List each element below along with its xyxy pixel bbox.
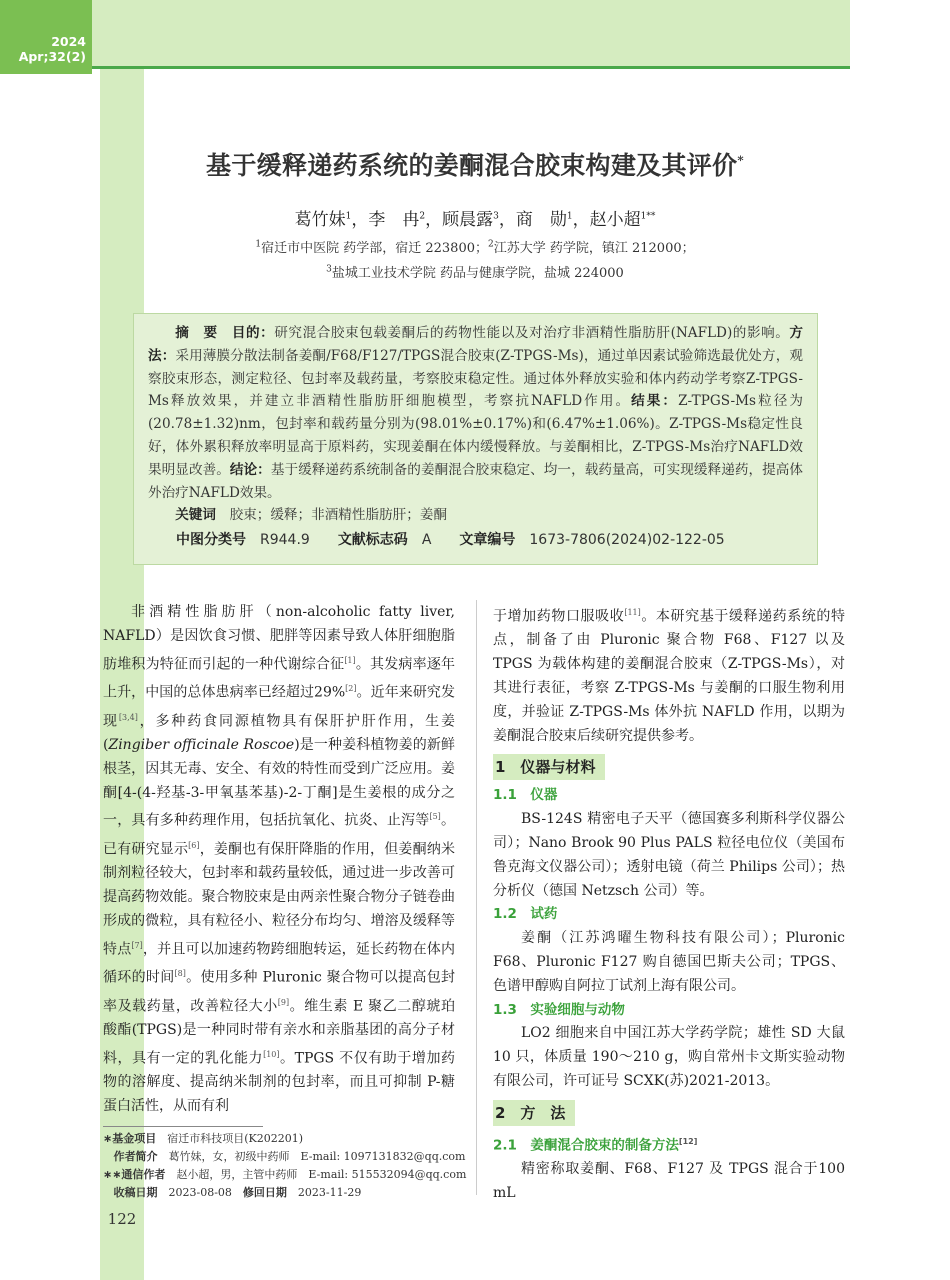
paragraph-preparation: 精密称取姜酮、F68、F127 及 TPGS 混合于100 mL — [493, 1161, 845, 1201]
paper-title: 基于缓释递药系统的姜酮混合胶束构建及其评价* — [206, 151, 744, 180]
footnote-fund: ∗基金项目 宿迁市科技项目(K202201) — [103, 1132, 304, 1145]
footnote-author: 作者简介 葛竹妹，女，初级中药师 E-mail: 1097131832@qq.com — [113, 1150, 466, 1163]
author-name: 李 冉 — [368, 210, 420, 230]
page-number: 122 — [107, 1210, 137, 1228]
subsection-heading-1-2: 1.2 试药 — [493, 906, 558, 923]
affiliation-line-1: $^1$宿迁市中医院 药学部，宿迁 223800；$^2$江苏大学 药学院，镇江 212000； — [255, 239, 695, 256]
footnotes — [103, 1130, 473, 1202]
header-bar — [0, 0, 850, 66]
keywords: 关键词 胶束；缓释；非酒精性脂肪肝；姜酮 — [175, 507, 448, 524]
title-footnote-mark: * — [737, 153, 744, 168]
section-heading-2: 2 方 法 — [493, 1100, 575, 1126]
intro-paragraph: 非酒精性脂肪肝（non-alcoholic fatty liver, NAFLD）是因饮食习惯、肥胖等因素导致人体肝细胞脂肪堆积为特征而引起的一种代谢综合征[1]。其发病率逐年上升，中国的总体患病率已经超过29%[2]。近年来研究发现[3,4]，多种药食同源植物具有保肝护肝作用，生姜(Zingiber officinale Roscoe)是一种姜科植物姜的新鲜根茎，因其无毒、安全、有效的特性而受到广泛应用。姜酮[4-(4-羟基-3-甲氧基苯基)-2-丁酮]是生姜根的成分之一，具有多种药理作用，包括抗氧化、抗炎、止泻等[5]。已有研究显示[6]，姜酮也有保肝降脂的作用，但姜酮纳米制剂粒径较大，包封率和载药量较低，通过进一步改善可提高药物效能。聚合物胶束是由两亲性聚合物分子链卷曲形成的微粒，具有粒径小、粒径分布均匀、增溶及缓释等特点[7]，并且可以加速药物跨细胞转运，延长药物在体内循环的时间[8]。使用多种 Pluronic 聚合物可以提高包封率及载药量，改善粒径大小[9]。维生素 E 聚乙二醇琥珀酸酯(TPGS)是一种同时带有亲水和亲脂基团的高分子材料，具有一定的乳化能力[10]。TPGS 不仅有助于增加药物的溶解度、提高纳米制剂的包封率，而且可抑制 P-糖蛋白活性，从而有利 — [103, 604, 456, 1115]
right-column — [493, 601, 845, 1206]
subsection-heading-2-1: 2.1 姜酮混合胶束的制备方法[12] — [493, 1136, 698, 1154]
affiliation-line-2: $^3$盐城工业技术学院 药品与健康学院，盐城 224000 — [326, 264, 624, 281]
subsection-heading-1-3: 1.3 实验细胞与动物 — [493, 1001, 625, 1018]
issue-volume: Apr;32(2) — [18, 49, 86, 64]
abstract-box — [133, 313, 818, 565]
left-column — [103, 601, 455, 1119]
footnote-rule — [103, 1126, 263, 1127]
paragraph-cells-animals: LO2 细胞来自中国江苏大学药学院；雄性 SD 大鼠 10 只，体质量 190～210 g，购自常州卡文斯实验动物有限公司，许可证号 SCXK(苏)2021-2013。 — [493, 1025, 845, 1089]
classification-line: 中图分类号 R944.9 文献标志码 A 文章编号 1673-7806(2024)02-122-05 — [176, 532, 725, 549]
author-name: 顾晨露 — [442, 210, 494, 230]
footnote-corresponding: ∗∗通信作者 赵小超，男，主管中药师 E-mail: 515532094@qq.com — [103, 1168, 467, 1181]
intro-continued: 于增加药物口服吸收[11]。本研究基于缓释递药系统的特点，制备了由 Pluronic 聚合物 F68、F127 以及 TPGS 为载体构建的姜酮混合胶束（Z-TPGS-Ms），对其进行表征，考察 Z-TPGS-Ms 与姜酮的口服生物利用度，并验证 Z-TPGS-Ms 体外抗 NAFLD 作用，以期为姜酮混合胶束后续研究提供参考。 — [493, 608, 846, 744]
abstract-label: 摘 要 — [175, 325, 218, 341]
issue-badge — [0, 0, 92, 74]
column-divider — [476, 600, 477, 1195]
abstract-text: 摘 要 目的：研究混合胶束包载姜酮后的药物性能以及对治疗非酒精性脂肪肝(NAFLD)的影响。方法：采用薄膜分散法制备姜酮/F68/F127/TPGS混合胶束(Z-TPGS-Ms)，通过单因素试验筛选最优处方，观察胶束形态，测定粒径、包封率及载药量，考察胶束稳定性。通过体外释放实验和体内药动学考察Z-TPGS-Ms释放效果，并建立非酒精性脂肪肝细胞模型，考察抗NAFLD作用。结果：Z-TPGS-Ms粒径为(20.78±1.32)nm，包封率和载药量分别为(98.01%±0.17%)和(6.47%±1.06%)。Z-TPGS-Ms稳定性良好，体外累积释放率明显高于原料药，实现姜酮在体内缓慢释放。与姜酮相比，Z-TPGS-Ms治疗NAFLD效果明显改善。结论：基于缓释递药系统制备的姜酮混合胶束稳定、均一，载药量高，可实现缓释递药，提高体外治疗NAFLD效果。 — [148, 325, 804, 501]
author-name: 商 勋 — [515, 210, 567, 230]
author-name: 赵小超 — [589, 210, 641, 230]
issue-year: 2024 — [51, 34, 86, 49]
subsection-heading-1-1: 1.1 仪器 — [493, 787, 558, 804]
header-rule — [0, 66, 850, 69]
footnote-dates: 收稿日期 2023-08-08 修回日期 2023-11-29 — [113, 1186, 362, 1199]
section-heading-1: 1 仪器与材料 — [493, 754, 605, 780]
author-name: 葛竹妹 — [294, 210, 346, 230]
paragraph-instruments: BS-124S 精密电子天平（德国赛多利斯科学仪器公司）；Nano Brook 90 Plus PALS 粒径电位仪（美国布鲁克海文仪器公司）；透射电镜（荷兰 Philips 公司）；热分析仪（德国 Netzsch 公司）等。 — [493, 811, 845, 899]
paragraph-reagents: 姜酮（江苏鸿曜生物科技有限公司）；Pluronic F68、Pluronic F127 购自德国巴斯夫公司；TPGS、色谱甲醇购自阿拉丁试剂上海有限公司。 — [493, 930, 845, 994]
author-list: 葛竹妹$^1$，李 冉$^2$，顾晨露$^3$，商 勋$^1$，赵小超$^{1**}$ — [294, 210, 656, 230]
